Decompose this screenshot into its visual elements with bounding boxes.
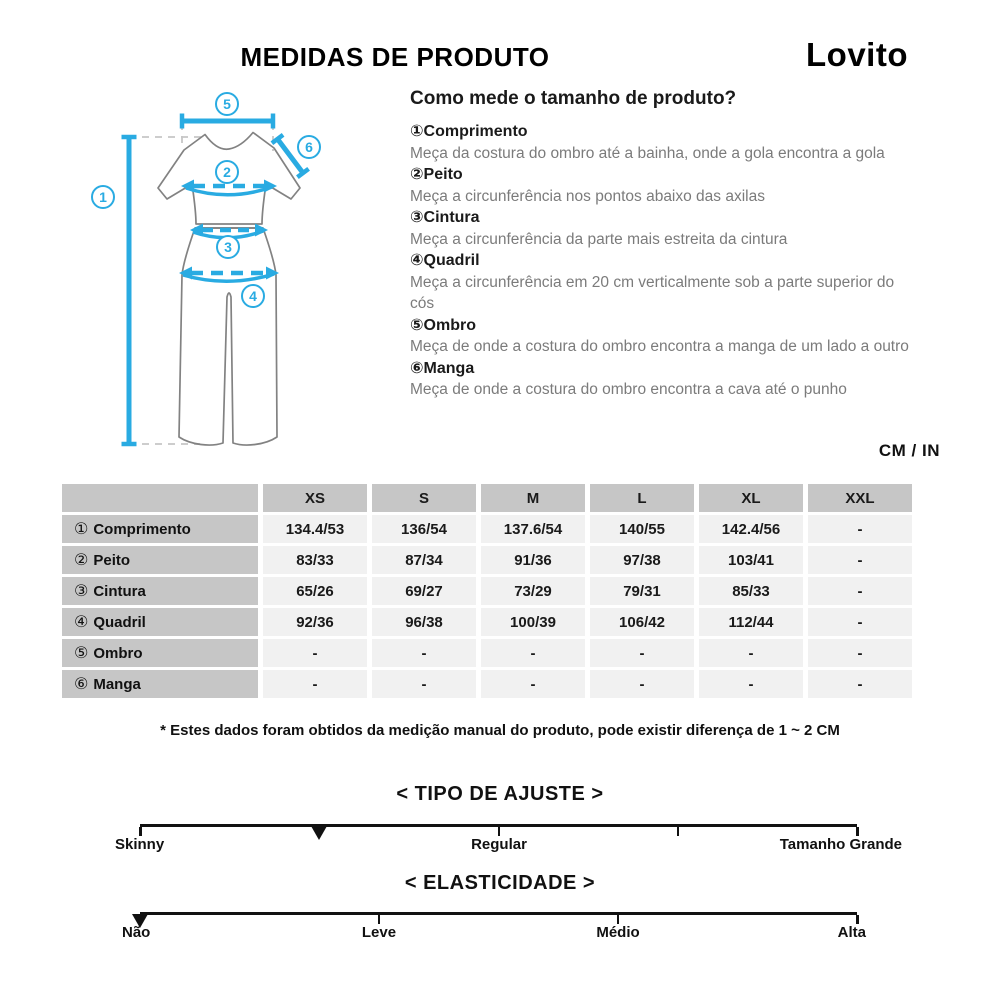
cell: -	[263, 670, 367, 698]
cell: -	[808, 639, 912, 667]
scale-tick	[378, 915, 380, 924]
measurement-disclaimer: * Estes dados foram obtidos da medição manual do produto, pode existir diferença de 1 ~ 2 CM	[160, 722, 840, 739]
scale-tick	[856, 827, 859, 836]
elasticity-label-leve: Leve	[361, 924, 397, 941]
callout-3: 3	[224, 239, 232, 255]
guide-name: Quadril	[423, 252, 480, 269]
cell: -	[808, 577, 912, 605]
elasticity-label-medio: Médio	[596, 924, 640, 941]
guide-item-manga	[410, 358, 985, 401]
callout-1: 1	[99, 189, 107, 205]
row-label-text: Comprimento	[93, 521, 191, 538]
garment-measure-diagram	[60, 85, 400, 475]
cell: -	[808, 546, 912, 574]
table-row	[62, 577, 912, 605]
guide-desc: Meça da costura do ombro até a bainha, onde a gola encontra a gola	[410, 144, 885, 162]
cell: -	[590, 639, 694, 667]
guide-desc: Meça de onde a costura do ombro encontra a manga de um lado a outro	[410, 338, 909, 355]
scale-marker	[311, 826, 327, 840]
guide-num: ②	[410, 166, 424, 183]
corner-cell	[62, 484, 258, 512]
elasticity-scale-track	[140, 912, 857, 915]
guide-name: Cintura	[423, 209, 480, 226]
fit-scale-title: < TIPO DE AJUSTE >	[396, 783, 604, 805]
cell: 79/31	[590, 577, 694, 605]
cell: 83/33	[263, 546, 367, 574]
guide-desc: Meça a circunferência da parte mais estreita da cintura	[410, 230, 788, 248]
row-num: ④	[74, 614, 89, 631]
cell: -	[372, 670, 476, 698]
scale-tick	[677, 827, 679, 836]
fit-label-tamanho-grande: Tamanho Grande	[779, 836, 902, 853]
guide-name: Manga	[423, 359, 475, 377]
guide-num: ③	[410, 209, 424, 226]
construction-dashes	[129, 123, 273, 444]
cell: 103/41	[699, 546, 803, 574]
cell: -	[699, 639, 803, 667]
cell: -	[372, 639, 476, 667]
table-row	[62, 670, 912, 698]
elasticity-label-alta: Alta	[837, 924, 866, 941]
row-label-text: Ombro	[93, 645, 143, 662]
table-row	[62, 515, 912, 543]
cell: 106/42	[590, 608, 694, 636]
cell: 65/26	[263, 577, 367, 605]
guide-item-ombro	[410, 315, 985, 358]
col-s: S	[372, 484, 476, 512]
scale-tick	[617, 915, 619, 924]
guide-name: Comprimento	[423, 123, 528, 140]
guide-num: ①	[410, 123, 424, 140]
guide-item-quadril	[410, 250, 985, 315]
elasticity-label-nao: Não	[122, 924, 151, 941]
cell: 100/39	[481, 608, 585, 636]
fit-scale-track	[140, 824, 857, 827]
callout-5: 5	[223, 96, 231, 112]
scale-tick	[498, 827, 500, 836]
cell: -	[808, 670, 912, 698]
col-xs: XS	[263, 484, 367, 512]
row-num: ①	[74, 521, 89, 538]
brand-logo: Lovito	[806, 36, 908, 73]
cell: 137.6/54	[481, 515, 585, 543]
col-xxl: XXL	[808, 484, 912, 512]
guide-num: ④	[410, 252, 424, 269]
cell: 142.4/56	[699, 515, 803, 543]
cell: -	[590, 670, 694, 698]
cell: 97/38	[590, 546, 694, 574]
col-l: L	[590, 484, 694, 512]
row-num: ③	[74, 583, 89, 600]
guide-desc: Meça a circunferência nos pontos abaixo das axilas	[410, 187, 765, 205]
cell: -	[808, 515, 912, 543]
row-num: ②	[74, 552, 89, 569]
guide-desc: Meça de onde a costura do ombro encontra a cava até o punho	[410, 381, 847, 398]
cell: -	[263, 639, 367, 667]
col-m: M	[481, 484, 585, 512]
size-table	[57, 481, 917, 701]
row-label-text: Manga	[93, 676, 141, 693]
guide-num: ⑤	[410, 316, 424, 334]
cell: 140/55	[590, 515, 694, 543]
row-label-text: Quadril	[93, 614, 146, 631]
cell: 87/34	[372, 546, 476, 574]
cell: -	[808, 608, 912, 636]
cell: 73/29	[481, 577, 585, 605]
unit-label: CM / IN	[878, 441, 940, 460]
row-label-text: Cintura	[93, 583, 146, 600]
row-num: ⑤	[74, 645, 89, 662]
guide-item-cintura	[410, 207, 985, 250]
elasticity-scale-title: < ELASTICIDADE >	[404, 872, 596, 894]
col-xl: XL	[699, 484, 803, 512]
cell: 134.4/53	[263, 515, 367, 543]
cell: -	[481, 639, 585, 667]
guide-item-peito	[410, 164, 985, 207]
cell: 92/36	[263, 608, 367, 636]
cell: 69/27	[372, 577, 476, 605]
callout-circles	[92, 93, 320, 307]
cell: -	[699, 670, 803, 698]
callout-6: 6	[305, 139, 313, 155]
page-title: MEDIDAS DE PRODUTO	[240, 42, 550, 72]
table-row	[62, 608, 912, 636]
guide-name: Ombro	[423, 316, 476, 334]
scale-tick	[856, 915, 859, 924]
cell: 112/44	[699, 608, 803, 636]
guide-num: ⑥	[410, 359, 424, 377]
measure-guide	[410, 88, 985, 401]
row-label-text: Peito	[93, 552, 131, 569]
table-row	[62, 546, 912, 574]
cell: -	[481, 670, 585, 698]
guide-name: Peito	[423, 166, 463, 183]
row-num: ⑥	[74, 676, 89, 693]
guide-item-comprimento	[410, 121, 985, 164]
cell: 136/54	[372, 515, 476, 543]
table-row	[62, 639, 912, 667]
fit-label-skinny: Skinny	[115, 836, 165, 853]
cell: 85/33	[699, 577, 803, 605]
callout-4: 4	[249, 288, 257, 304]
guide-heading: Como mede o tamanho de produto?	[410, 88, 737, 109]
cell: 96/38	[372, 608, 476, 636]
cell: 91/36	[481, 546, 585, 574]
size-table-header-row	[62, 484, 912, 512]
fit-label-regular: Regular	[471, 836, 527, 853]
measurement-lines	[122, 114, 309, 445]
scale-tick	[139, 827, 142, 836]
callout-2: 2	[223, 164, 231, 180]
guide-desc: Meça a circunferência em 20 cm verticalmente sob a parte superior do cós	[410, 273, 895, 312]
